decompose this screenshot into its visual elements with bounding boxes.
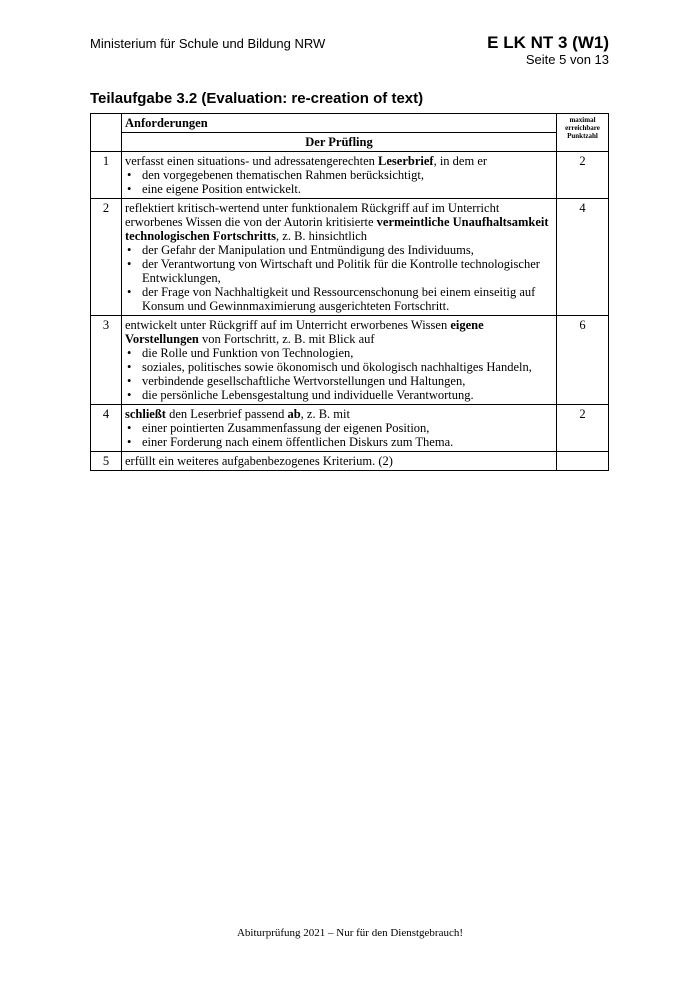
requirements-header: Anforderungen bbox=[122, 114, 557, 133]
bullet-list bbox=[125, 421, 553, 449]
requirement-text: von Fortschritt, z. B. mit Blick auf bbox=[198, 332, 375, 346]
table-row bbox=[91, 199, 609, 316]
requirement-keyword: ab bbox=[287, 407, 301, 421]
requirement-text: , z. B. mit bbox=[300, 407, 350, 421]
page-number: Seite 5 von 13 bbox=[525, 52, 609, 67]
requirement-keyword: eigene Vorstellungen bbox=[125, 318, 484, 346]
table-row bbox=[91, 452, 609, 471]
ministry-name: Ministerium für Schule und Bildung NRW bbox=[90, 36, 326, 51]
row-number: 2 bbox=[91, 199, 122, 316]
table-row bbox=[91, 316, 609, 405]
list-item: • eine eigene Position entwickelt. bbox=[142, 182, 553, 196]
header-right bbox=[487, 33, 609, 67]
requirement-text: , in dem er bbox=[433, 154, 488, 168]
requirement-text: verfasst einen situations- und adressatengerechten bbox=[125, 154, 379, 168]
list-item: • den vorgegebenen thematischen Rahmen berücksichtigt, bbox=[142, 168, 553, 182]
section-title: Teilaufgabe 3.2 (Evaluation: re-creation of text) bbox=[90, 90, 424, 107]
points-cell: 6 bbox=[557, 316, 609, 405]
table-header-row bbox=[91, 114, 609, 133]
requirement-text: , z. B. hinsichtlich bbox=[276, 229, 367, 243]
requirement-text: entwickelt unter Rückgriff auf im Unterricht erworbenes Wissen bbox=[125, 318, 451, 332]
table-subheader-row bbox=[91, 133, 609, 152]
requirement-cell bbox=[122, 152, 557, 199]
examinee-header: Der Prüfling bbox=[122, 133, 557, 152]
list-item: • soziales, politisches sowie ökonomisch und ökologisch nachhaltiges Handeln, bbox=[142, 360, 553, 374]
assessment-table bbox=[90, 113, 609, 471]
bullet-list bbox=[125, 168, 553, 196]
row-number: 1 bbox=[91, 152, 122, 199]
requirement-cell bbox=[122, 316, 557, 405]
points-cell: 2 bbox=[557, 405, 609, 452]
row-number: 4 bbox=[91, 405, 122, 452]
requirement-keyword: Leserbrief bbox=[378, 154, 434, 168]
list-item: • einer pointierten Zusammenfassung der eigenen Position, bbox=[142, 421, 553, 435]
row-number: 5 bbox=[91, 452, 122, 471]
bullet-list bbox=[125, 346, 553, 402]
requirement-keyword: schließt bbox=[125, 407, 166, 421]
requirement-text: erfüllt ein weiteres aufgabenbezogenes Kriterium. (2) bbox=[125, 454, 393, 468]
table-row bbox=[91, 152, 609, 199]
requirement-text: den Leserbrief passend bbox=[165, 407, 288, 421]
points-cell: 2 bbox=[557, 152, 609, 199]
list-item: • die Rolle und Funktion von Technologien, bbox=[142, 346, 553, 360]
list-item: • einer Forderung nach einem öffentlichen Diskurs zum Thema. bbox=[142, 435, 553, 449]
exam-code: E LK NT 3 (W1) bbox=[487, 33, 609, 52]
list-item: • der Frage von Nachhaltigkeit und Ressourcenschonung bei einem einseitig auf Konsum und Gewinnmaximierung ausgerichteten Fortschritt. bbox=[142, 285, 553, 313]
bullet-list bbox=[125, 243, 553, 313]
list-item: • verbindende gesellschaftliche Wertvorstellungen und Haltungen, bbox=[142, 374, 553, 388]
list-item: • die persönliche Lebensgestaltung und individuelle Verantwortung. bbox=[142, 388, 553, 402]
table-row bbox=[91, 405, 609, 452]
requirement-text: reflektiert kritisch-wertend unter funktionalem Rückgriff auf im Unterricht erworbenes Wissen die von der Autorin kritisierte bbox=[125, 201, 500, 229]
list-item: • der Verantwortung von Wirtschaft und Politik für die Kontrolle technologischer Entwicklungen, bbox=[142, 257, 553, 285]
requirement-cell bbox=[122, 199, 557, 316]
requirement-keyword: vermeintliche Unaufhaltsamkeit technologischen Fortschritts bbox=[125, 215, 549, 243]
list-item: • der Gefahr der Manipulation und Entmündigung des Individuums, bbox=[142, 243, 553, 257]
points-cell bbox=[557, 452, 609, 471]
header-empty-cell bbox=[91, 114, 122, 152]
footer-note: Abiturprüfung 2021 – Nur für den Dienstgebrauch! bbox=[236, 927, 464, 939]
requirement-cell bbox=[122, 405, 557, 452]
requirement-cell bbox=[122, 452, 557, 471]
points-cell: 4 bbox=[557, 199, 609, 316]
max-points-header: maximal erreichbare Punktzahl bbox=[557, 114, 609, 152]
row-number: 3 bbox=[91, 316, 122, 405]
